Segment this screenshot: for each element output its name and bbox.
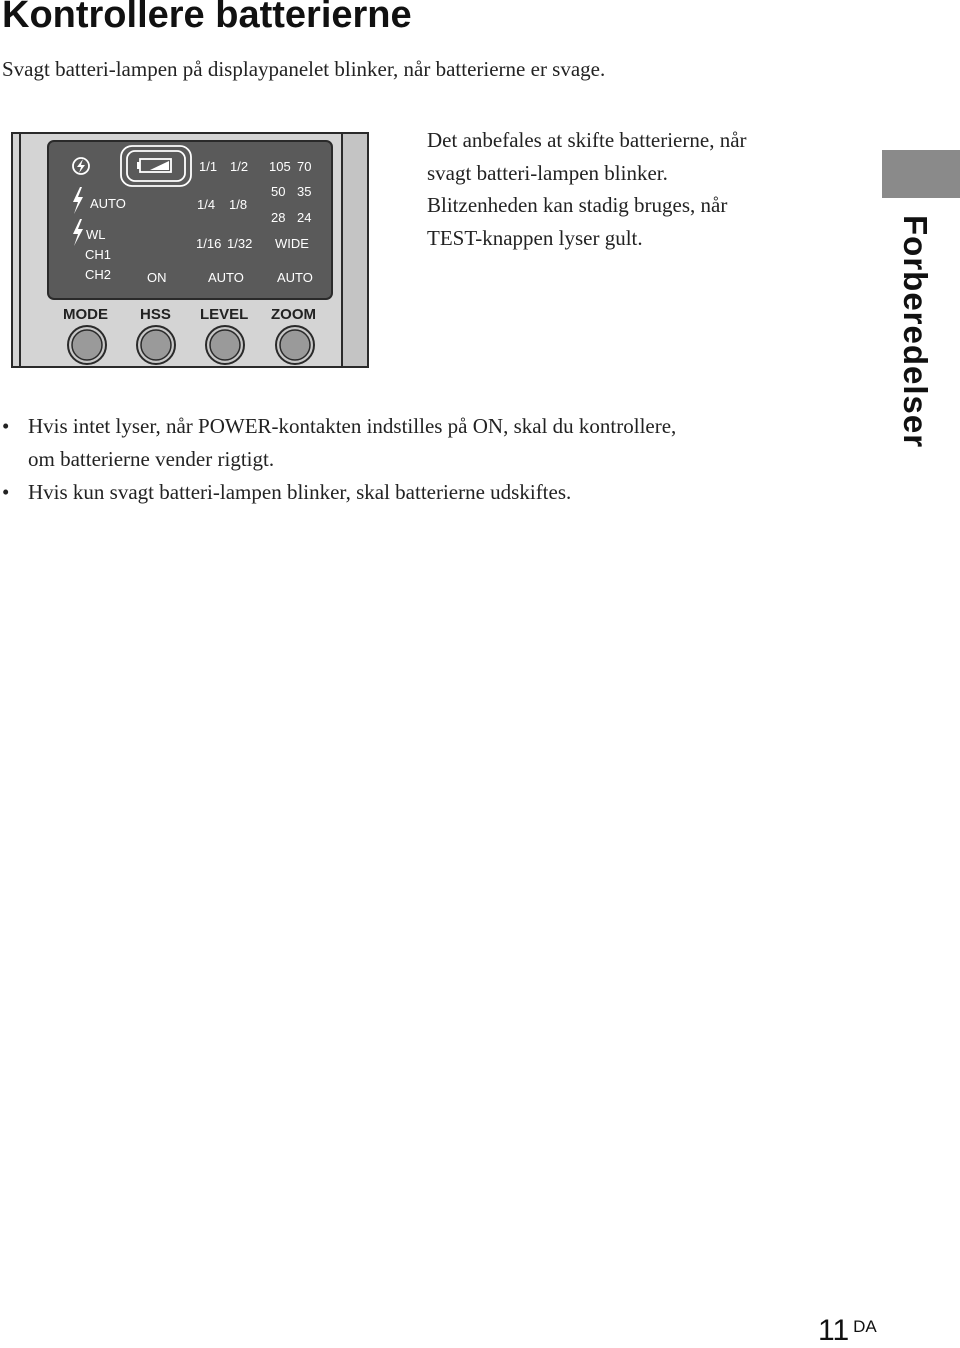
mode-label-auto: AUTO xyxy=(90,196,126,211)
mode-label-ch2: CH2 xyxy=(85,267,112,282)
bullet-marker: • xyxy=(2,480,10,504)
note-line: Det anbefales at skifte batterierne, når xyxy=(427,128,747,152)
zoom-button-label: ZOOM xyxy=(271,306,316,323)
page-number-value: 11 xyxy=(818,1314,850,1347)
zoom-50: 50 xyxy=(271,184,286,199)
mode-label-wl: WL xyxy=(86,227,106,242)
level-1-32: 1/32 xyxy=(227,236,253,251)
level-button xyxy=(206,326,244,364)
level-value: AUTO xyxy=(208,270,244,285)
zoom-button xyxy=(276,326,314,364)
zoom-wide: WIDE xyxy=(275,236,309,251)
page-language-code: DA xyxy=(853,1317,877,1336)
zoom-105: 105 xyxy=(269,159,291,174)
bullet-item xyxy=(2,476,842,509)
page-title: Kontrollere batterierne xyxy=(2,0,412,36)
subtitle: Svagt batteri-lampen på displaypanelet blinker, når batterierne er svage. xyxy=(2,57,606,81)
level-1-8: 1/8 xyxy=(229,197,248,212)
note-line: svagt batteri-lampen blinker. xyxy=(427,160,668,185)
hss-button xyxy=(137,326,175,364)
note-line: TEST-knappen lyser gult. xyxy=(427,225,643,250)
hss-value: ON xyxy=(147,270,167,285)
level-1-1: 1/1 xyxy=(199,159,218,174)
zoom-value: AUTO xyxy=(277,270,313,285)
level-1-4: 1/4 xyxy=(197,197,216,212)
zoom-35: 35 xyxy=(297,184,312,199)
mode-label-ch1: CH1 xyxy=(85,247,112,262)
section-tab-marker xyxy=(882,150,960,198)
level-button-label: LEVEL xyxy=(200,306,249,323)
bullet-list xyxy=(2,410,842,509)
bullet-marker: • xyxy=(2,414,10,438)
bullet-line: om batterierne vender rigtigt. xyxy=(28,447,275,471)
bullet-item xyxy=(2,410,842,476)
level-1-2: 1/2 xyxy=(230,159,249,174)
battery-note xyxy=(427,124,847,254)
mode-button xyxy=(68,326,106,364)
page-number xyxy=(818,1314,877,1348)
bullet-line: Hvis intet lyser, når POWER-kontakten indstilles på ON, skal du kontrollere, xyxy=(28,414,677,438)
mode-button-label: MODE xyxy=(63,306,108,323)
hss-button-label: HSS xyxy=(140,306,171,323)
zoom-28: 28 xyxy=(271,210,286,225)
panel-right-edge xyxy=(342,133,368,367)
level-1-16: 1/16 xyxy=(196,236,222,251)
flash-display-panel xyxy=(10,132,372,368)
section-side-label: Forberedelser xyxy=(897,215,934,449)
zoom-24: 24 xyxy=(297,210,312,225)
zoom-70: 70 xyxy=(297,159,312,174)
note-line: Blitzenheden kan stadig bruges, når xyxy=(427,193,728,217)
bullet-line: Hvis kun svagt batteri-lampen blinker, skal batterierne udskiftes. xyxy=(28,480,572,504)
